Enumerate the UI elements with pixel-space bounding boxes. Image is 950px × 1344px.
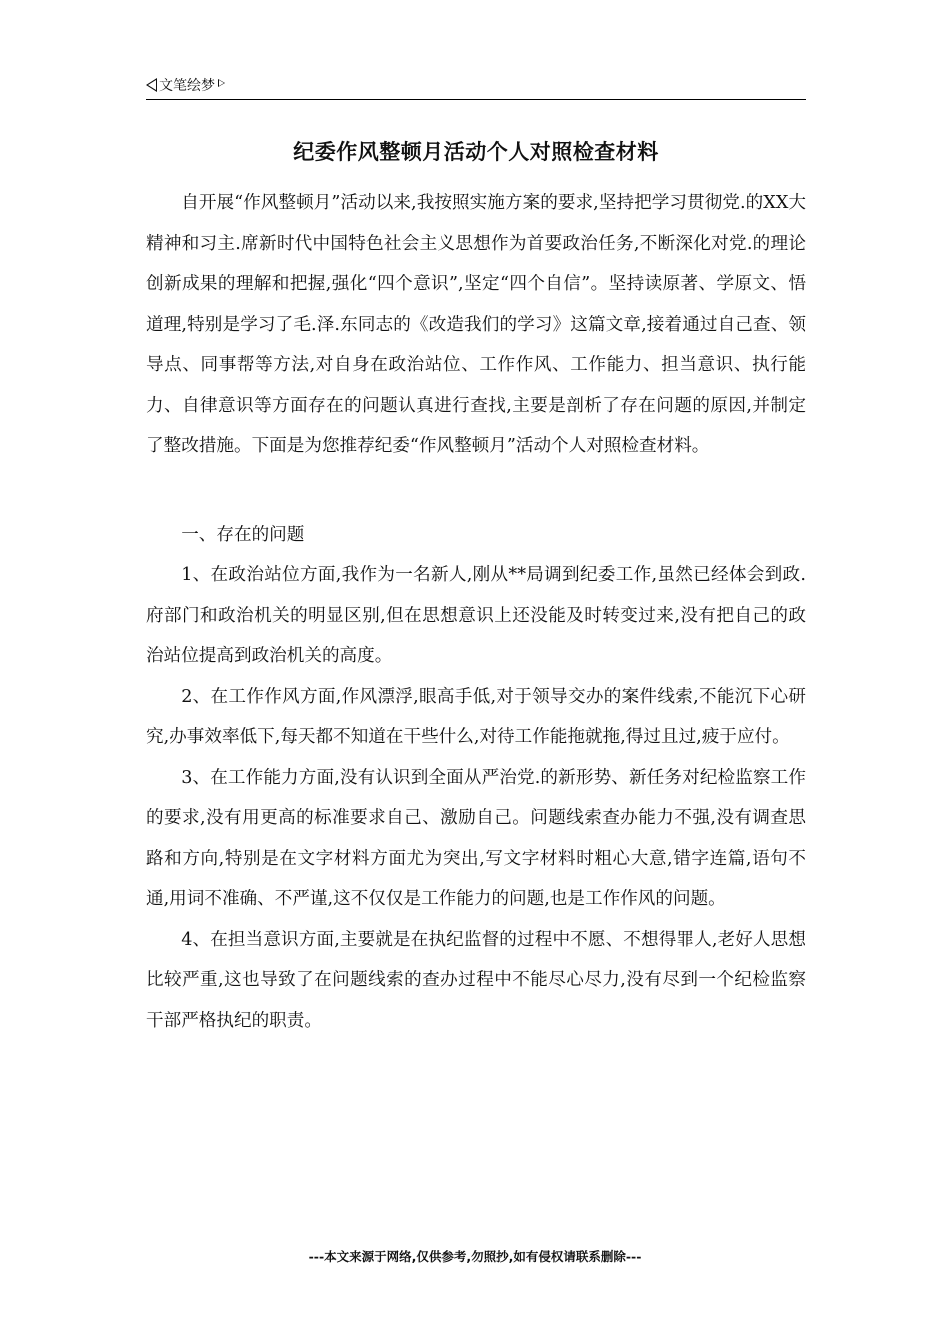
header-brand [146, 75, 225, 95]
list-item: 4、在担当意识方面,主要就是在执纪监督的过程中不愿、不想得罪人,老好人思想比较严重,这也导致了在问题线索的查办过程中不能尽心尽力,没有尽到一个纪检监察干部严格执纪的职责。 [146, 929, 806, 1031]
triangle-right-icon [218, 79, 225, 87]
list-item: 3、在工作能力方面,没有认识到全面从严治党.的新形势、新任务对纪检监察工作的要求,没有用更高的标准要求自己、激励自己。问题线索查办能力不强,没有调查思路和方向,特别是在文字材料方面尤为突出,写文字材料时粗心大意,错字连篇,语句不通,用词不准确、不严谨,这不仅仅是工作能力的问题,也是工作作风的问题。 [146, 767, 806, 909]
document-body [146, 183, 806, 1041]
page-header [146, 73, 806, 100]
section-heading: 一、存在的问题 [181, 524, 305, 545]
list-item: 2、在工作作风方面,作风漂浮,眼高手低,对于领导交办的案件线索,不能沉下心研究,办事效率低下,每天都不知道在干些什么,对待工作能拖就拖,得过且过,疲于应付。 [146, 686, 806, 747]
document-title: 纪委作风整顿月活动个人对照检查材料 [293, 140, 659, 164]
header-brand-text: 文笔绘梦 [159, 78, 215, 94]
list-item: 1、在政治站位方面,我作为一名新人,刚从**局调到纪委工作,虽然已经体会到政.府部门和政治机关的明显区别,但在思想意识上还没能及时转变过来,没有把自己的政治站位提高到政治机关的高度。 [146, 565, 806, 666]
intro-paragraph: 自开展“作风整顿月”活动以来,我按照实施方案的要求,坚持把学习贯彻党.的XX大精神和习主.席新时代中国特色社会主义思想作为首要政治任务,不断深化对党.的理论创新成果的理解和把握,强化“四个意识”,坚定“四个自信”。坚持读原著、学原文、悟道理,特别是学习了毛.泽.东同志的《改造我们的学习》这篇文章,接着通过自己查、领导点、同事帮等方法,对自身在政治站位、工作作风、工作能力、担当意识、执行能力、自律意识等方面存在的问题认真进行查找,主要是剖析了存在问题的原因,并制定了整改措施。下面是为您推荐纪委“作风整顿月”活动个人对照检查材料。 [146, 193, 806, 456]
triangle-left-icon [146, 78, 157, 92]
footer-notice: ---本文来源于网络,仅供参考,勿照抄,如有侵权请联系删除--- [308, 1249, 642, 1264]
paragraph-spacer [146, 467, 806, 515]
